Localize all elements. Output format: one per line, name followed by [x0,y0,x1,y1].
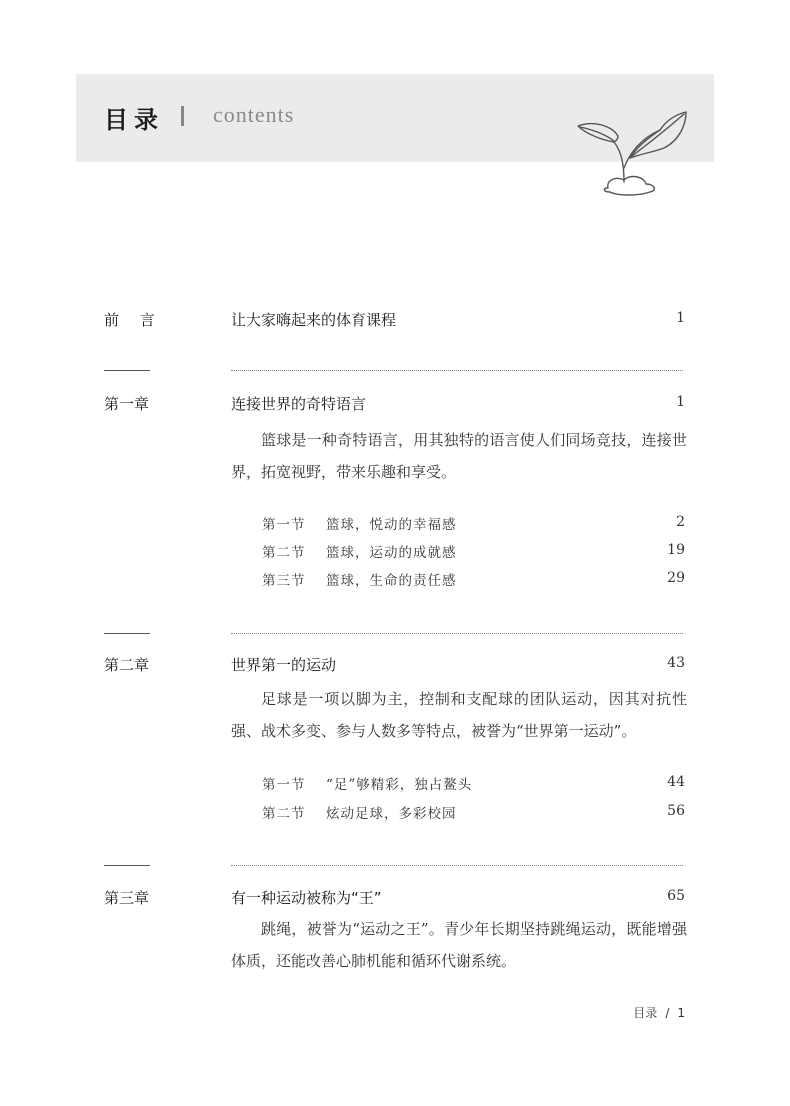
chapter-divider-short [104,633,150,634]
footer-page-number: 1 [677,1006,685,1020]
footer-separator: / [665,1006,670,1020]
page-subtitle: contents [213,102,295,127]
chapter-3-title[interactable]: 有一种运动被称为“王” [231,889,382,907]
section-number: 第一节 [262,517,306,533]
section-title: 篮球，生命的责任感 [326,573,457,589]
section-page: 2 [676,514,685,530]
toc-section-row[interactable] [262,773,472,793]
chapter-1-description: 篮球是一种奇特语言，用其独特的语言使人们同场竞技，连接世界，拓宽视野，带来乐趣和享受。 [231,431,687,481]
chapter-3-description: 跳绳，被誉为“运动之王”。青少年长期坚持跳绳运动，既能增强体质，还能改善心肺机能和循环代谢系统。 [231,920,687,970]
section-page: 56 [667,803,685,819]
section-title: 篮球，运动的成就感 [326,545,457,561]
section-page: 19 [667,542,685,558]
chapter-divider-dotted [231,865,683,866]
chapter-1-title[interactable]: 连接世界的奇特语言 [231,395,367,413]
section-title: “足”够精彩，独占鳌头 [326,777,473,793]
section-title: 炫动足球，多彩校园 [326,806,457,822]
header-divider [181,106,184,126]
chapter-divider-dotted [231,370,683,371]
toc-section-row[interactable] [262,802,457,822]
toc-section-row[interactable] [262,513,457,533]
section-page: 29 [667,570,685,586]
chapter-1-page: 1 [676,394,685,410]
toc-section-row[interactable] [262,541,457,561]
preface-title[interactable]: 让大家嗨起来的体育课程 [231,311,397,329]
chapter-divider-short [104,370,150,371]
chapter-2-title[interactable]: 世界第一的运动 [231,656,337,674]
section-number: 第三节 [262,573,306,589]
chapter-1-label: 第一章 [104,395,150,413]
preface-page: 1 [676,310,685,326]
toc-section-row[interactable] [262,569,457,589]
chapter-divider-short [104,865,150,866]
footer-label: 目录 [633,1006,658,1020]
chapter-3-label: 第三章 [104,889,150,907]
section-page: 44 [667,774,685,790]
page-title: 目录 [104,106,164,134]
sprout-icon [572,108,692,200]
section-number: 第二节 [262,545,306,561]
section-title: 篮球，悦动的幸福感 [326,517,457,533]
chapter-2-label: 第二章 [104,656,150,674]
chapter-divider-dotted [231,633,683,634]
section-number: 第二节 [262,806,306,822]
preface-label: 前 言 [104,311,163,329]
chapter-3-page: 65 [667,888,685,904]
chapter-2-page: 43 [667,655,685,671]
section-number: 第一节 [262,777,306,793]
page-footer [633,1004,685,1021]
chapter-2-description: 足球是一项以脚为主，控制和支配球的团队运动，因其对抗性强、战术多变、参与人数多等特点，被誉为“世界第一运动”。 [231,690,687,740]
